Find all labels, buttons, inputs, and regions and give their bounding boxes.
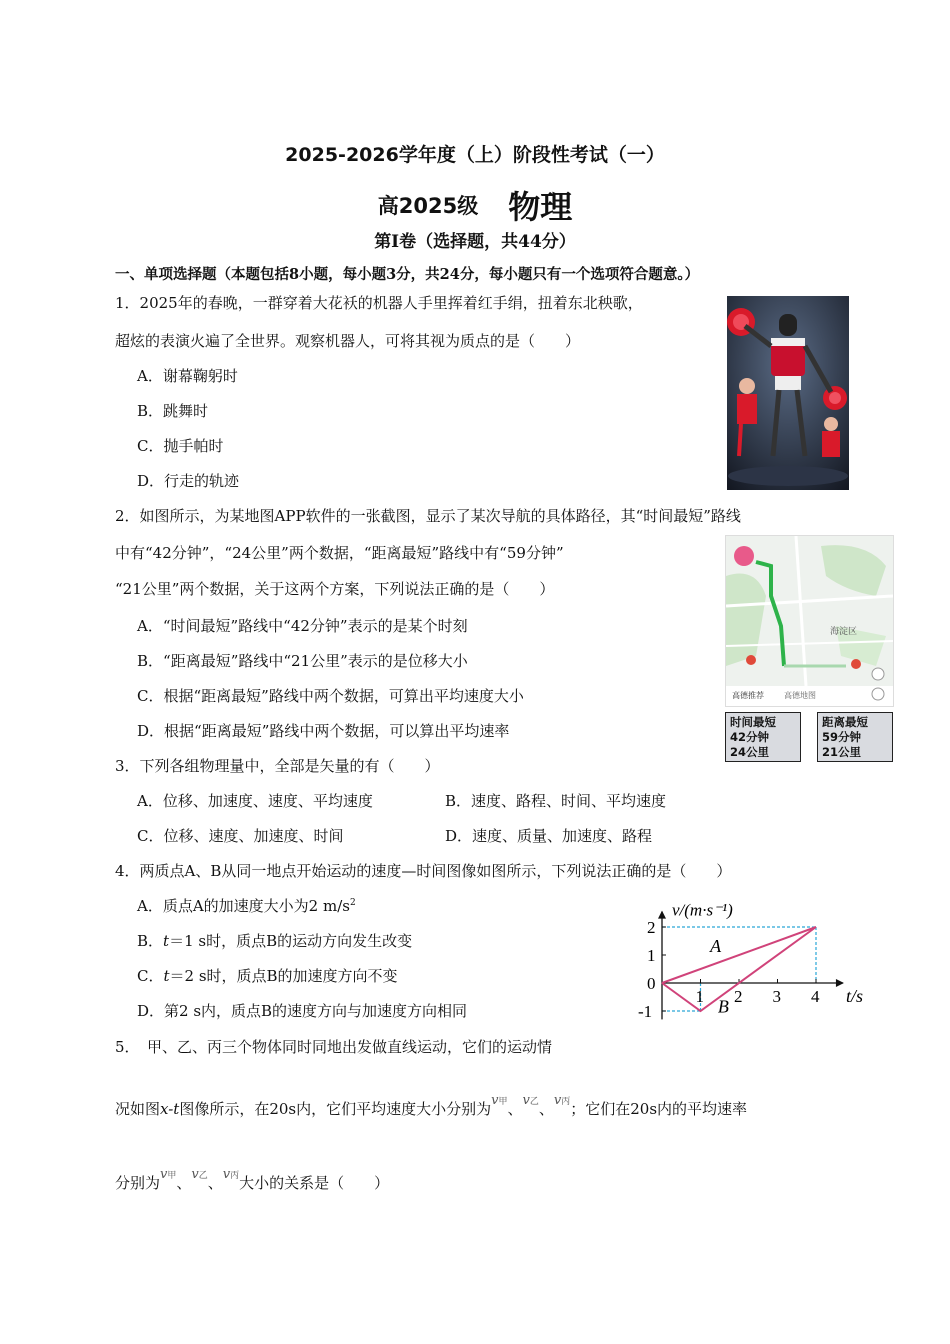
y-tick-label: 1	[647, 946, 656, 965]
sep-3: 、	[176, 1174, 192, 1192]
x-tick-label: 4	[811, 987, 820, 1006]
q1-option-c: C．抛手帕时	[137, 437, 224, 455]
route-box-dist-distance: 21公里	[822, 745, 862, 759]
v-sub-jia: 甲	[167, 1171, 177, 1181]
q2-option-c: C．根据“距离最短”路线中两个数据，可算出平均速度大小	[137, 687, 524, 705]
v-sub-bing: 丙	[561, 1097, 571, 1107]
x-axis-label: t/s	[845, 986, 863, 1006]
q2-option-a: A．“时间最短”路线中“42分钟”表示的是某个时刻	[137, 617, 468, 635]
v-symbol: v	[553, 1093, 562, 1108]
v-avg-bing	[554, 1093, 570, 1108]
y-axis-label: v/(m·s⁻¹)	[672, 900, 733, 920]
q1-option-a: A．谢幕鞠躬时	[137, 367, 238, 385]
sep-4: 、	[207, 1174, 223, 1192]
v-symbol: v	[491, 1093, 499, 1108]
x-tick-label: 3	[772, 987, 781, 1006]
v-rate-jia	[160, 1167, 176, 1182]
q5-xt-label: x-t	[160, 1100, 180, 1118]
q5-line3-post: 大小的关系是（ ）	[239, 1174, 390, 1192]
q4-option-c-prefix: C．	[137, 967, 164, 985]
vt-chart	[630, 888, 870, 1028]
q2-option-b: B．“距离最短”路线中“21公里”表示的是位移大小	[137, 652, 468, 670]
q4-option-c-t: t	[163, 967, 170, 985]
v-sub-bing: 丙	[230, 1171, 240, 1181]
v-avg-jia	[491, 1093, 507, 1108]
v-sub-jia: 甲	[498, 1097, 508, 1107]
q2-line3: “21公里”两个数据，关于这两个方案，下列说法正确的是（ ）	[115, 580, 555, 598]
q2-line2: 中有“42分钟”，“24公里”两个数据，“距离最短”路线中有“59分钟”	[115, 544, 564, 562]
section-title: 一、单项选择题（本题包括8小题，每小题3分，共24分，每小题只有一个选项符合题意。）	[115, 266, 700, 283]
sep-2: 、	[538, 1100, 554, 1118]
series-label-a: A	[710, 936, 722, 957]
q1-option-b: B．跳舞时	[137, 402, 209, 420]
route-box-time-distance: 24公里	[730, 745, 770, 759]
q3-option-a: A．位移、加速度、速度、平均速度	[137, 792, 373, 810]
q4-option-a	[137, 895, 356, 916]
v-symbol: v	[191, 1167, 199, 1182]
q5-line2	[115, 1093, 748, 1119]
q4-option-b	[137, 930, 412, 951]
exam-title: 2025-2026学年度（上）阶段性考试（一）	[285, 144, 665, 166]
q3-line1: 3．下列各组物理量中，全部是矢量的有（ ）	[115, 757, 440, 775]
route-box-time-title: 时间最短	[730, 715, 776, 729]
exam-subtitle	[0, 182, 950, 228]
map-brand-label: 高德地图	[784, 691, 816, 700]
y-tick-label: 0	[647, 974, 656, 993]
v-symbol: v	[160, 1167, 168, 1182]
q4-line1: 4．两质点A、B从同一地点开始运动的速度—时间图像如图所示，下列说法正确的是（ ）	[115, 862, 732, 880]
q4-option-b-prefix: B．	[137, 932, 164, 950]
q1-line2: 超炫的表演火遍了全世界。观察机器人，可将其视为质点的是（ ）	[115, 332, 581, 350]
sep-1: 、	[507, 1100, 523, 1118]
q1-option-d: D．行走的轨迹	[137, 472, 240, 490]
x-axis-arrow	[836, 979, 844, 987]
route-box-dist-duration: 59分钟	[822, 730, 862, 744]
series-line-a	[662, 927, 816, 983]
q5-line2-mid: 图像所示，在20s内，它们平均速度大小分别为	[179, 1100, 492, 1118]
v-symbol: v	[522, 1093, 530, 1108]
q4-option-b-rest: ＝1 s时，质点B的运动方向发生改变	[169, 932, 413, 950]
q5-line2-prefix: 况如图	[115, 1100, 161, 1118]
route-box-distance-shortest	[817, 712, 893, 762]
q4-option-c-rest: ＝2 s时，质点B的加速度方向不变	[169, 967, 398, 985]
map-district-label: 海淀区	[830, 627, 858, 637]
q5-line3-prefix: 分别为	[115, 1174, 161, 1192]
q1-line1: 1．2025年的春晚，一群穿着大花袄的机器人手里挥着红手绢，扭着东北秧歌，	[115, 294, 643, 312]
route-box-time-shortest	[725, 712, 801, 762]
q3-option-d: D．速度、质量、加速度、路程	[445, 827, 653, 845]
navigation-map-screenshot	[725, 535, 894, 707]
y-axis-arrow	[658, 911, 666, 919]
v-avg-yi	[523, 1093, 539, 1108]
q4-option-d: D．第2 s内，质点B的速度方向与加速度方向相同	[137, 1002, 468, 1020]
q5-line3	[115, 1167, 390, 1193]
y-tick-label: -1	[638, 1002, 653, 1021]
x-tick-label: 1	[695, 987, 704, 1006]
v-rate-bing	[223, 1167, 239, 1182]
x-tick-label: 2	[734, 987, 743, 1006]
q4-option-a-sup: 2	[349, 898, 356, 908]
grade-label: 高2025级	[377, 194, 479, 218]
robot-dance-photo	[727, 296, 849, 490]
q2-line1: 2．如图所示，为某地图APP软件的一张截图，显示了某次导航的具体路径，其“时间最短”路线	[115, 507, 741, 525]
y-tick-label: 2	[647, 918, 656, 937]
q4-option-b-t: t	[163, 932, 170, 950]
v-symbol: v	[222, 1167, 231, 1182]
q4-option-a-text: A．质点A的加速度大小为2 m/s	[137, 897, 350, 915]
q3-option-b: B．速度、路程、时间、平均速度	[445, 792, 667, 810]
q3-option-c: C．位移、速度、加速度、时间	[137, 827, 344, 845]
v-sub-yi: 乙	[529, 1097, 539, 1107]
route-box-time-duration: 42分钟	[730, 730, 770, 744]
series-label-b: B	[717, 996, 729, 1017]
route-box-dist-title: 距离最短	[822, 715, 868, 729]
v-sub-yi: 乙	[198, 1171, 208, 1181]
q4-option-c	[137, 965, 398, 986]
q5-line1: 5． 甲、乙、丙三个物体同时同地出发做直线运动，它们的运动情	[115, 1038, 553, 1056]
subject-label: 物理	[508, 188, 573, 226]
volume-label: 第I卷（选择题，共44分）	[374, 232, 576, 252]
map-recommend-label: 高德推荐	[732, 691, 764, 700]
q2-option-d: D．根据“距离最短”路线中两个数据，可以算出平均速率	[137, 722, 510, 740]
v-rate-yi	[191, 1167, 207, 1182]
q5-line2-post: ；它们在20s内的平均速率	[570, 1100, 748, 1118]
